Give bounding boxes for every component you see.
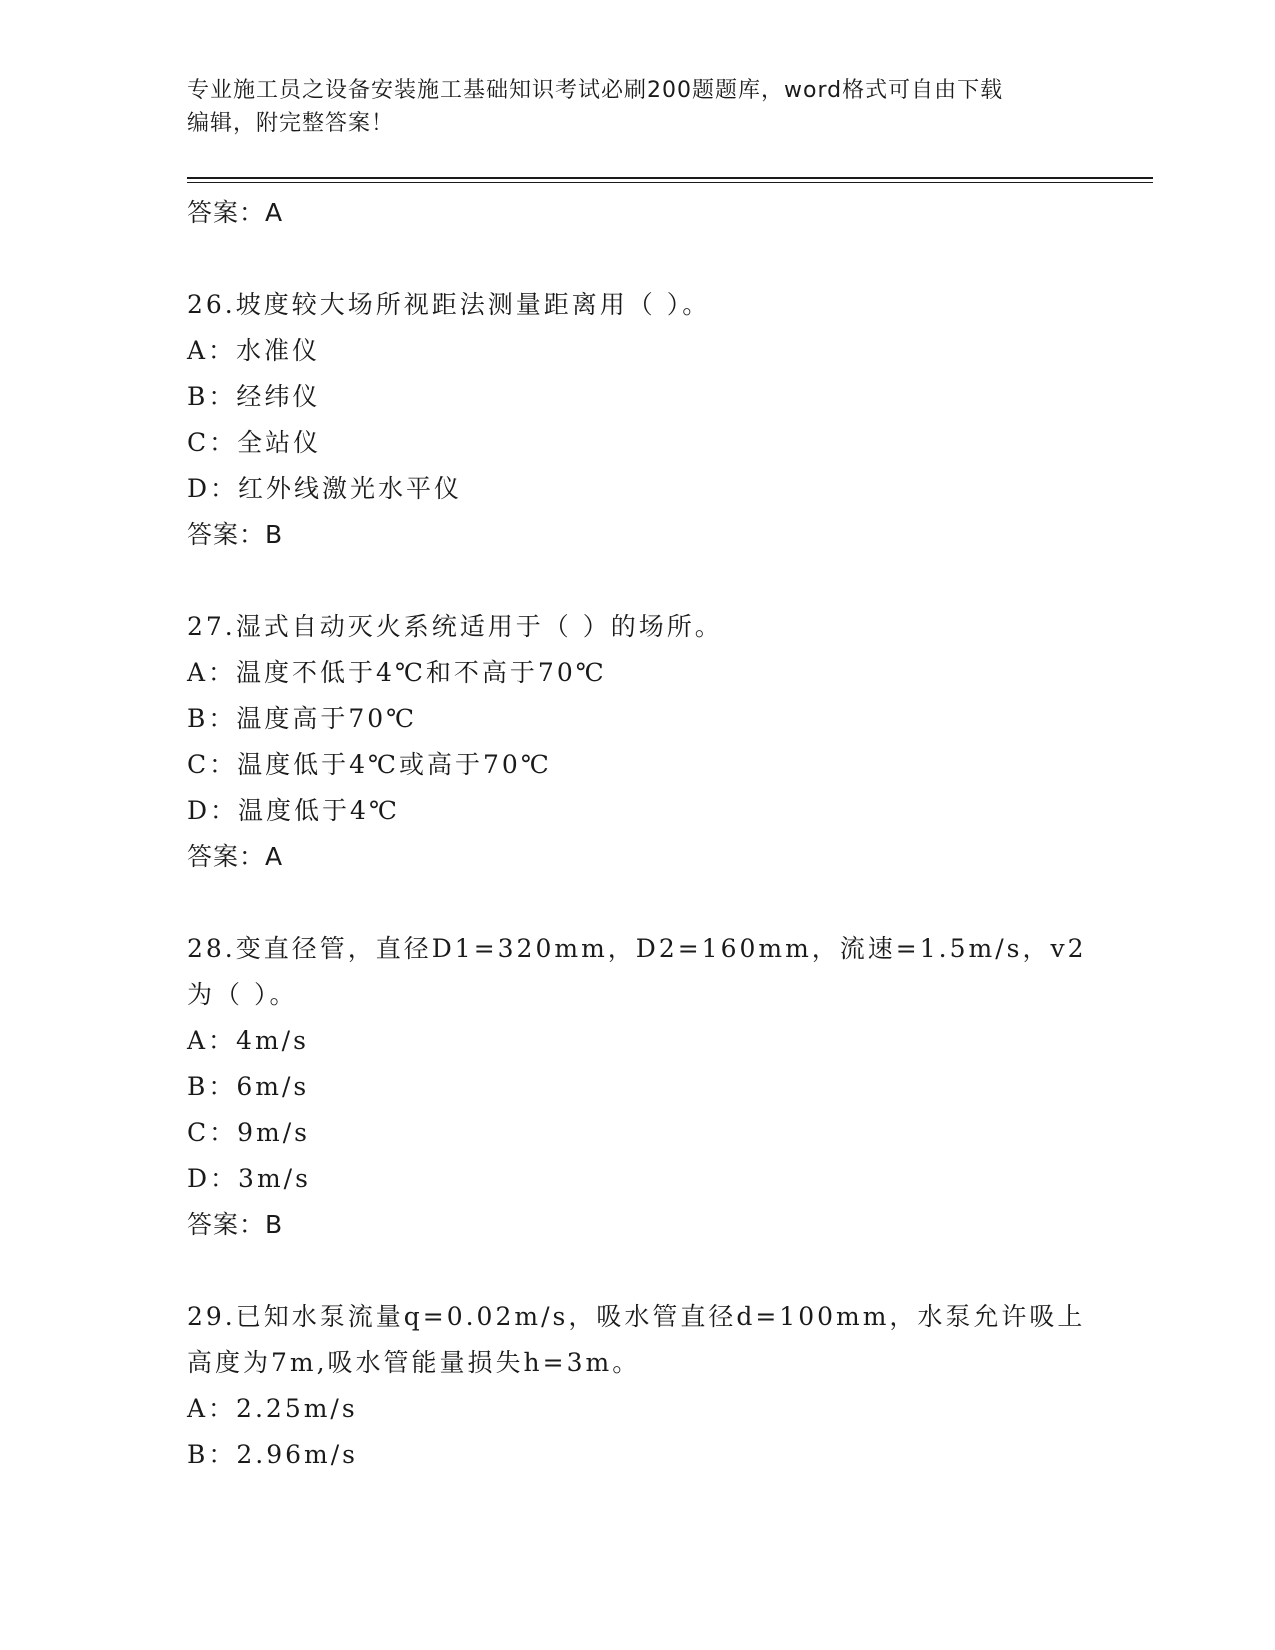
option-c: C：9m/s bbox=[187, 1118, 310, 1147]
question-stem: 27.湿式自动灭火系统适用于（ ）的场所。 bbox=[187, 612, 723, 641]
option-a: A：温度不低于4℃和不高于70℃ bbox=[187, 658, 607, 687]
option-d: D：温度低于4℃ bbox=[187, 796, 400, 825]
option-d: D：3m/s bbox=[187, 1164, 311, 1193]
question-29 bbox=[187, 1294, 1087, 1478]
option-a: A：水准仪 bbox=[187, 336, 321, 365]
answer: 答案：A bbox=[187, 842, 284, 871]
option-c: C：温度低于4℃或高于70℃ bbox=[187, 750, 552, 779]
question-stem: 26.坡度较大场所视距法测量距离用（ ）。 bbox=[187, 290, 711, 319]
option-a: A：4m/s bbox=[187, 1026, 309, 1055]
header-line-1: 专业施工员之设备安装施工基础知识考试必刷200题题库，word格式可自由下载 bbox=[187, 78, 1004, 103]
document-header bbox=[187, 74, 1087, 140]
option-b: B：温度高于70℃ bbox=[187, 704, 418, 733]
answer: 答案：B bbox=[187, 520, 284, 549]
answer: 答案：B bbox=[187, 1210, 284, 1239]
spacer bbox=[187, 558, 1087, 604]
option-a: A：2.25m/s bbox=[187, 1394, 358, 1423]
question-26 bbox=[187, 282, 1087, 558]
question-stem: 29.已知水泵流量q=0.02m/s，吸水管直径d=100mm，水泵允许吸上高度为7m,吸水管能量损失h=3m。 bbox=[187, 1302, 1086, 1377]
header-divider bbox=[187, 177, 1153, 183]
option-b: B：经纬仪 bbox=[187, 382, 321, 411]
option-d: D：红外线激光水平仪 bbox=[187, 474, 463, 503]
question-27 bbox=[187, 604, 1087, 880]
spacer bbox=[187, 880, 1087, 926]
spacer bbox=[187, 236, 1087, 282]
question-stem: 28.变直径管，直径D1=320mm，D2=160mm，流速=1.5m/s，v2为（ ）。 bbox=[187, 934, 1087, 1009]
answer-prev: 答案：A bbox=[187, 198, 284, 227]
header-line-2: 编辑，附完整答案！ bbox=[187, 111, 395, 136]
question-list bbox=[187, 190, 1087, 1478]
option-c: C：全站仪 bbox=[187, 428, 322, 457]
spacer bbox=[187, 1248, 1087, 1294]
question-28 bbox=[187, 926, 1087, 1248]
option-b: B：2.96m/s bbox=[187, 1440, 358, 1469]
option-b: B：6m/s bbox=[187, 1072, 310, 1101]
